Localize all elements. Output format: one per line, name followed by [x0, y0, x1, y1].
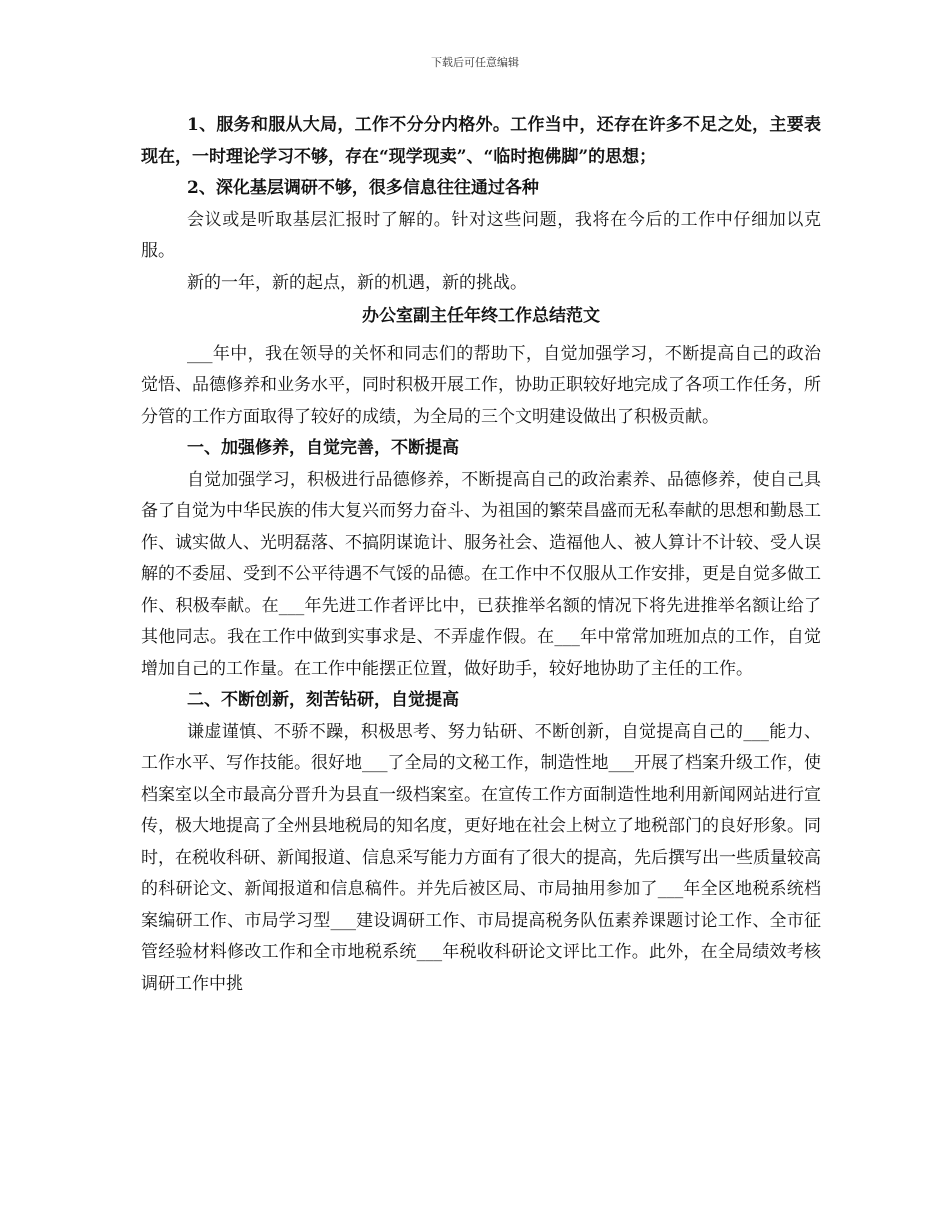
paragraph-intro: ___年中，我在领导的关怀和同志们的帮助下，自觉加强学习，不断提高自己的政治觉悟、品德修养和业务水平，同时积极开展工作，协助正职较好地完成了各项工作任务，所分管的工作方面取得了较好的成绩，为全局的三个文明建设做出了积极贡献。: [141, 343, 821, 427]
section-heading-1: 一、加强修养，自觉完善，不断提高: [187, 438, 459, 458]
paragraph-section-2: 谦虚谨慎、不骄不躁，积极思考、努力钻研、不断创新，自觉提高自己的___能力、工作水平、写作技能。很好地___了全局的文秘工作，制造性地___开展了档案升级工作，使档案室以全市最高分晋升为县直一级档案室。在宣传工作方面制造性地利用新闻网站进行宣传，极大地提高了全州县地税局的知名度，更好地在社会上树立了地税部门的良好形象。同时，在税收科研、新闻报道、信息采写能力方面有了很大的提高，先后撰写出一些质量较高的科研论文、新闻报道和信息稿件。并先后被区局、市局抽用参加了___年全区地税系统档案编研工作、市局学习型___建设调研工作、市局提高税务队伍素养课题讨论工作、全市征管经验材料修改工作和全市地税系统___年税收科研论文评比工作。此外，在全局绩效考核调研工作中挑: [141, 721, 821, 994]
section-heading-2: 二、不断创新，刻苦钻研，自觉提高: [187, 690, 459, 710]
document-body: [141, 110, 821, 1000]
paragraph-new-year: 新的一年，新的起点，新的机遇，新的挑战。: [187, 272, 527, 293]
document-title: 办公室副主任年终工作总结范文: [362, 306, 600, 326]
paragraph-point-1: 1、服务和服从大局，工作不分分内格外。工作当中，还存在许多不足之处，主要表现在，一时理论学习不够，存在“现学现卖”、“临时抱佛脚”的思想；: [141, 115, 821, 167]
paragraph-continuation: 会议或是听取基层汇报时了解的。针对这些问题，我将在今后的工作中仔细加以克服。: [141, 209, 821, 261]
paragraph-section-1: 自觉加强学习，积极进行品德修养，不断提高自己的政治素养、品德修养，使自己具备了自觉为中华民族的伟大复兴而努力奋斗、为祖国的繁荣昌盛而无私奉献的思想和勤恳工作、诚实做人、光明磊落、不搞阴谋诡计、服务社会、造福他人、被人算计不计较、受人误解的不委屈、受到不公平待遇不气馁的品德。在工作中不仅服从工作安排，更是自觉多做工作、积极奉献。在___年先进工作者评比中，已获推举名额的情况下将先进推举名额让给了其他同志。我在工作中做到实事求是、不弄虚作假。在___年中常常加班加点的工作，自觉增加自己的工作量。在工作中能摆正位置，做好助手，较好地协助了主任的工作。: [141, 469, 821, 679]
paragraph-point-2: 2、深化基层调研不够，很多信息往往通过各种: [187, 178, 539, 198]
page-header: 下载后可任意编辑: [431, 56, 519, 69]
